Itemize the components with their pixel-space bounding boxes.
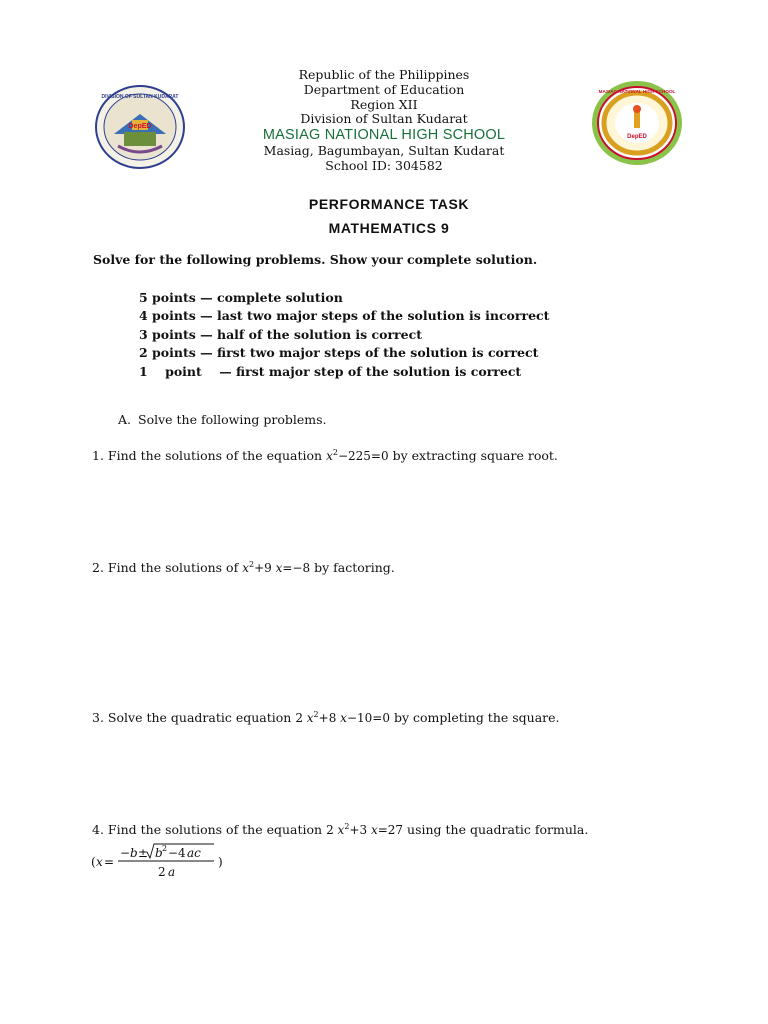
- svg-text:DIVISION OF SULTAN KUDARAT: DIVISION OF SULTAN KUDARAT: [101, 94, 179, 100]
- problem-number: 3.: [92, 710, 104, 725]
- svg-text:DepED: DepED: [627, 134, 647, 140]
- school-address: Masiag, Bagumbayan, Sultan Kudarat: [263, 143, 505, 159]
- rubric-item: 2 points — first two major steps of the solution is correct: [139, 345, 539, 361]
- svg-text:2: 2: [162, 844, 168, 853]
- svg-text:±: ±: [138, 846, 149, 860]
- svg-text:): ): [218, 855, 223, 869]
- scoring-rubric: [139, 289, 549, 381]
- header-republic: Republic of the Philippines: [298, 67, 470, 82]
- instructions: Solve for the following problems. Show your complete solution.: [93, 252, 538, 267]
- header-region: Region XII: [350, 96, 418, 112]
- svg-text:−4: −4: [168, 846, 186, 860]
- problem-1: [92, 448, 558, 463]
- school-id: School ID: 304582: [325, 157, 443, 173]
- rubric-item: 1 point — first major step of the solution is correct: [139, 363, 522, 379]
- rubric-item: 4 points — last two major steps of the solution is incorrect: [139, 308, 550, 324]
- section-text: Solve the following problems.: [138, 412, 327, 427]
- svg-text:−: −: [120, 846, 131, 860]
- svg-text:b: b: [130, 846, 138, 860]
- problem-method: using the quadratic formula.: [407, 822, 589, 837]
- page-title: PERFORMANCE TASK: [308, 196, 470, 212]
- problem-2: [92, 560, 395, 575]
- svg-text:ac: ac: [187, 846, 201, 860]
- problem-method: by factoring.: [314, 560, 395, 575]
- problem-4: [92, 822, 588, 837]
- quadratic-formula: [90, 840, 230, 884]
- rubric-item: 3 points — half of the solution is correct: [139, 326, 422, 342]
- problem-method: by completing the square.: [393, 710, 560, 725]
- problem-3: [92, 710, 560, 725]
- school-header: [0, 68, 768, 174]
- problem-number: 4.: [92, 822, 104, 837]
- section-a: [118, 412, 327, 427]
- problem-number: 2.: [92, 560, 104, 575]
- rubric-item: 5 points — complete solution: [139, 290, 343, 305]
- svg-text:=: =: [104, 855, 115, 869]
- problem-text: Solve the quadratic equation: [107, 710, 292, 725]
- svg-text:MASIAG NATIONAL HIGH SCHOOL: MASIAG NATIONAL HIGH SCHOOL: [598, 89, 676, 94]
- page-subtitle: MATHEMATICS 9: [328, 220, 450, 236]
- svg-text:2: 2: [158, 865, 166, 879]
- equation: $x^2-225=0$: [326, 448, 389, 463]
- problem-text: Find the solutions of: [107, 560, 239, 575]
- equation: 2 $x^2+8$ x−10=0: [295, 710, 390, 725]
- problem-number: 1.: [92, 448, 104, 463]
- svg-text:a: a: [168, 865, 176, 879]
- svg-text:(: (: [91, 855, 96, 869]
- svg-text:b: b: [155, 846, 163, 860]
- header-department: Department of Education: [303, 81, 465, 97]
- header-division: Division of Sultan Kudarat: [300, 111, 468, 127]
- problem-text: Find the solutions of the equation: [107, 822, 323, 837]
- school-name: MASIAG NATIONAL HIGH SCHOOL: [262, 127, 506, 144]
- problem-method: by extracting square root.: [392, 448, 558, 463]
- problem-text: Find the solutions of the equation: [107, 448, 323, 463]
- svg-text:DepED: DepED: [128, 123, 152, 130]
- svg-text:x: x: [96, 855, 103, 869]
- section-letter: A.: [118, 412, 132, 427]
- equation: $x^2+9$ x=−8: [242, 560, 311, 575]
- equation: 2 $x^2+3$ x=27: [326, 822, 404, 837]
